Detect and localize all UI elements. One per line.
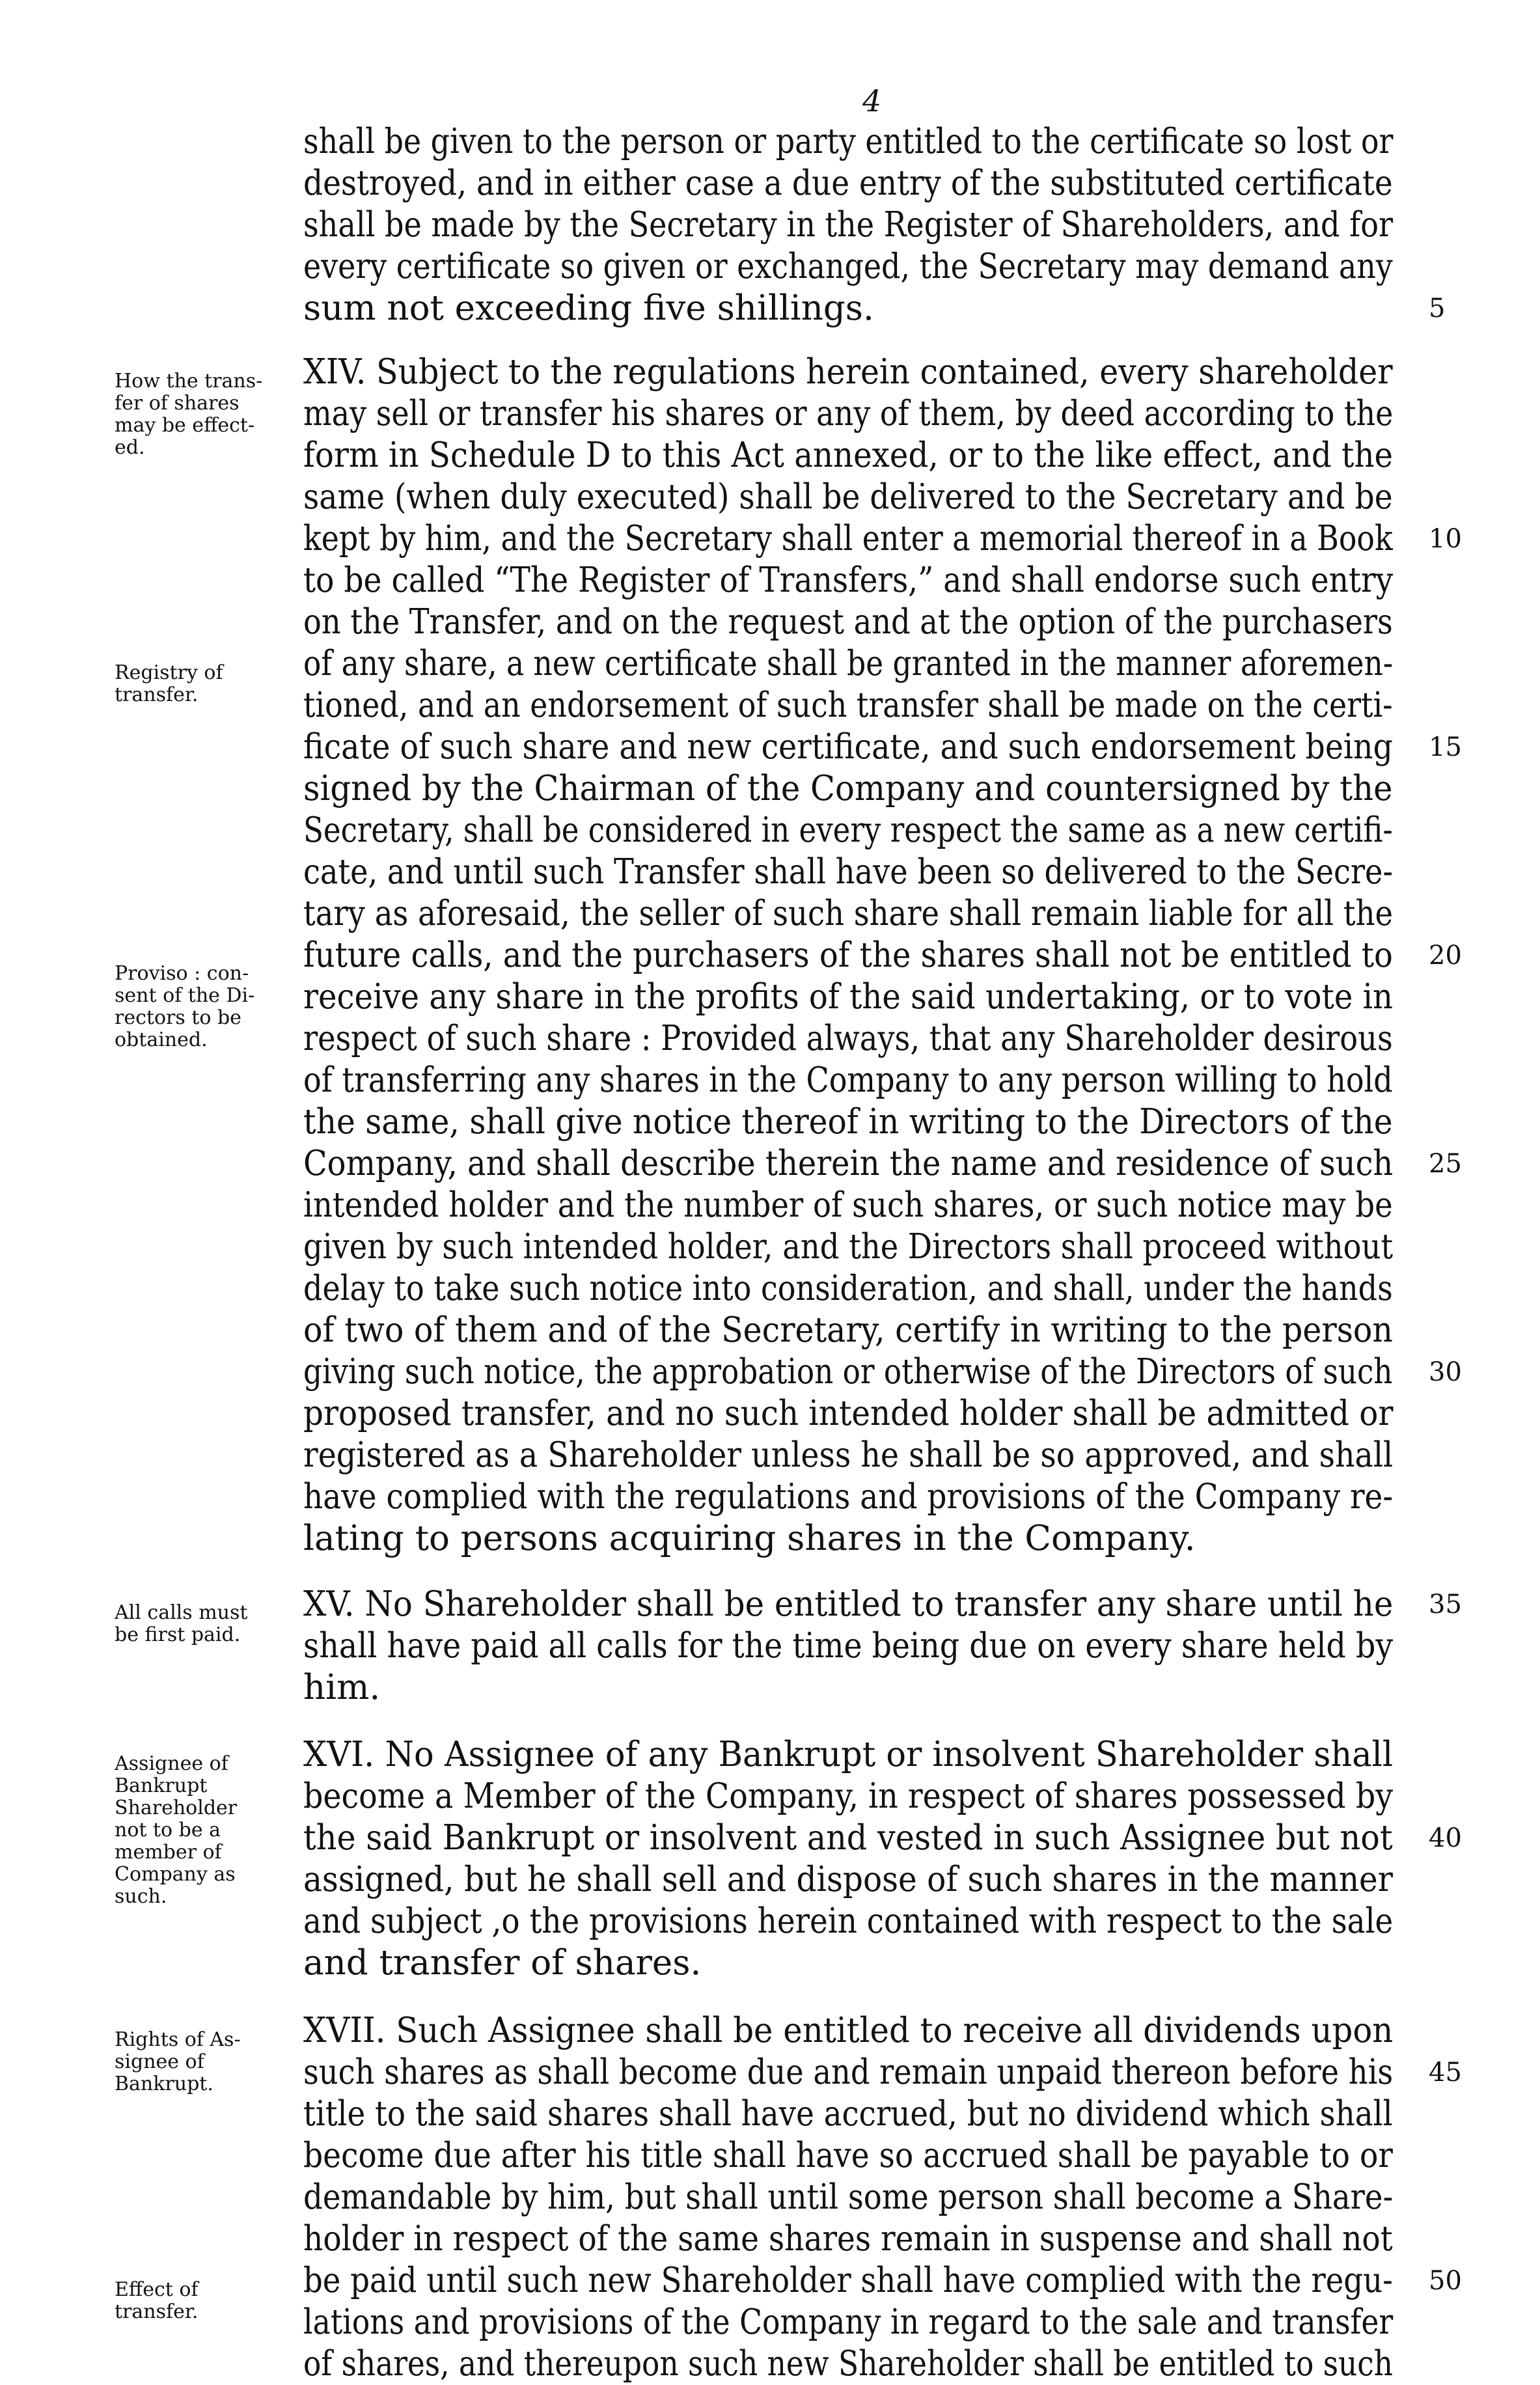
marginal-note-line: member of (115, 1841, 222, 1864)
body-line: tary as aforesaid, the seller of such share shall remain liable for all the (303, 894, 1394, 933)
body-line: on the Transfer, and on the request and at the option of the purchasers (303, 602, 1393, 642)
marginal-note-line: not to be a (115, 1819, 221, 1841)
body-line: XVII. Such Assignee shall be entitled to receive all dividends upon (303, 2011, 1394, 2050)
body-line: respect of such share : Provided always, that any Shareholder desirous (303, 1019, 1393, 1058)
body-line: giving such notice, the approbation or otherwise of the Directors of such (303, 1352, 1393, 1392)
body-line: him. (303, 1668, 381, 1707)
marginal-note-line: may be effect- (115, 414, 255, 437)
body-line: be paid until such new Shareholder shall have complied with the regu- (303, 2261, 1393, 2300)
marginal-note-line: fer of shares (115, 392, 240, 415)
body-line: the said Bankrupt or insolvent and vested in such Assignee but not (303, 1818, 1393, 1858)
body-line: become due after his title shall have so accrued shall be payable to or (303, 2136, 1393, 2175)
body-line: intended holder and the number of such shares, or such notice may be (303, 1185, 1393, 1225)
body-line: delay to take such notice into consideration, and shall, under the hands (303, 1269, 1393, 1308)
body-line: of any share, a new certificate shall be granted in the manner aforemen- (303, 644, 1394, 683)
marginal-note-line: such. (115, 1885, 167, 1908)
body-line: the same, shall give notice thereof in writing to the Directors of the (303, 1102, 1393, 1142)
marginal-note-line: Assignee of (115, 1752, 228, 1775)
body-line: and transfer of shares. (303, 1943, 702, 1983)
body-line: Company, and shall describe therein the name and residence of such (303, 1144, 1394, 1183)
line-number: 5 (1429, 294, 1446, 324)
body-line: same (when duly executed) shall be delivered to the Secretary and be (303, 477, 1393, 517)
body-line: shall be made by the Secretary in the Register of Shareholders, and for (303, 205, 1394, 245)
body-line: proposed transfer, and no such intended holder shall be admitted or (303, 1394, 1394, 1433)
body-line: lating to persons acquiring shares in the Company. (303, 1519, 1196, 1558)
marginal-note-line: Registry of (115, 661, 223, 684)
line-number: 45 (1429, 2058, 1462, 2088)
marginal-note-line: ed. (115, 436, 145, 459)
marginal-note-line: How the trans- (115, 370, 263, 393)
marginal-note-line: sent of the Di- (115, 984, 255, 1007)
body-line: tioned, and an endorsement of such transfer shall be made on the certi- (303, 685, 1393, 725)
body-line: future calls, and the purchasers of the shares shall not be entitled to (303, 935, 1393, 975)
body-line: assigned, but he shall sell and dispose of such shares in the manner (303, 1860, 1393, 1899)
body-line: of two of them and of the Secretary, certify in writing to the person (303, 1310, 1393, 1350)
marginal-note-line: Proviso : con- (115, 962, 249, 985)
line-number: 20 (1429, 941, 1462, 971)
marginal-note-line: signee of (115, 2050, 204, 2073)
marginal-note-line: All calls must (115, 1601, 248, 1624)
body-line: may sell or transfer his shares or any of them, by deed according to the (303, 394, 1394, 434)
body-line: every certificate so given or exchanged, the Secretary may demand any (303, 247, 1393, 286)
line-number: 30 (1429, 1357, 1462, 1387)
marginal-note-line: transfer. (115, 2300, 199, 2323)
body-line: of shares, and thereupon such new Shareholder shall be entitled to such (303, 2344, 1393, 2384)
body-line: registered as a Shareholder unless he shall be so approved, and shall (303, 1435, 1394, 1475)
marginal-note-line: Shareholder (115, 1797, 238, 1819)
body-line: destroyed, and in either case a due entry of the substituted certificate (303, 163, 1393, 203)
body-line: have complied with the regulations and provisions of the Company re- (303, 1477, 1394, 1517)
marginal-note-line: Company as (115, 1863, 236, 1886)
marginal-note-line: Rights of As- (115, 2028, 241, 2051)
line-number: 50 (1429, 2266, 1462, 2296)
body-line: shall have paid all calls for the time being due on every share held by (303, 1626, 1394, 1666)
line-number: 40 (1429, 1823, 1462, 1853)
body-line: kept by him, and the Secretary shall enter a memorial thereof in a Book (303, 519, 1393, 558)
body-line: XV. No Shareholder shall be entitled to transfer any share until he (303, 1584, 1394, 1624)
body-line: given by such intended holder, and the Directors shall proceed without (303, 1227, 1394, 1267)
marginal-note-line: transfer. (115, 683, 199, 706)
page-number: 4 (862, 83, 882, 118)
body-line: ficate of such share and new certificate, and such endorsement being (303, 727, 1393, 767)
marginal-note-line: obtained. (115, 1028, 208, 1051)
line-number: 15 (1429, 732, 1462, 762)
body-line: of transferring any shares in the Company to any person willing to hold (303, 1060, 1393, 1100)
line-number: 25 (1429, 1149, 1462, 1179)
body-line: receive any share in the profits of the said undertaking, or to vote in (303, 977, 1394, 1017)
body-line: become a Member of the Company, in respect of shares possessed by (303, 1776, 1394, 1816)
body-line: holder in respect of the same shares remain in suspense and shall not (303, 2219, 1393, 2259)
body-line: demandable by him, but shall until some person shall become a Share- (303, 2177, 1394, 2217)
body-line: such shares as shall become due and remain unpaid thereon before his (303, 2052, 1394, 2092)
body-line: sum not exceeding five shillings. (303, 288, 874, 328)
line-number: 10 (1429, 524, 1462, 554)
marginal-note-line: be first paid. (115, 1623, 241, 1646)
body-line: XVI. No Assignee of any Bankrupt or insolvent Shareholder shall (303, 1735, 1394, 1774)
body-line: and subject ,o the provisions herein contained with respect to the sale (303, 1901, 1394, 1941)
body-line: cate, and until such Transfer shall have been so delivered to the Secre- (303, 852, 1394, 892)
marginal-note-line: Bankrupt. (115, 2073, 213, 2095)
marginal-note-line: rectors to be (115, 1006, 241, 1029)
body-line: title to the said shares shall have accrued, but no dividend which shall (303, 2094, 1393, 2134)
body-line: to be called “The Register of Transfers,” and shall endorse such entry (303, 560, 1394, 600)
body-line: lations and provisions of the Company in regard to the sale and transfer (303, 2302, 1394, 2342)
body-line: XIV. Subject to the regulations herein contained, every shareholder (303, 352, 1393, 392)
marginal-note-line: Effect of (115, 2278, 199, 2301)
body-line: shall be given to the person or party entitled to the certificate so lost or (303, 122, 1394, 161)
body-line: Secretary, shall be considered in every respect the same as a new certifi- (303, 810, 1393, 850)
marginal-note-line: Bankrupt (115, 1774, 208, 1797)
body-line: form in Schedule D to this Act annexed, or to the like effect, and the (303, 435, 1394, 475)
line-number: 35 (1429, 1590, 1462, 1620)
body-line: signed by the Chairman of the Company and countersigned by the (303, 769, 1393, 808)
